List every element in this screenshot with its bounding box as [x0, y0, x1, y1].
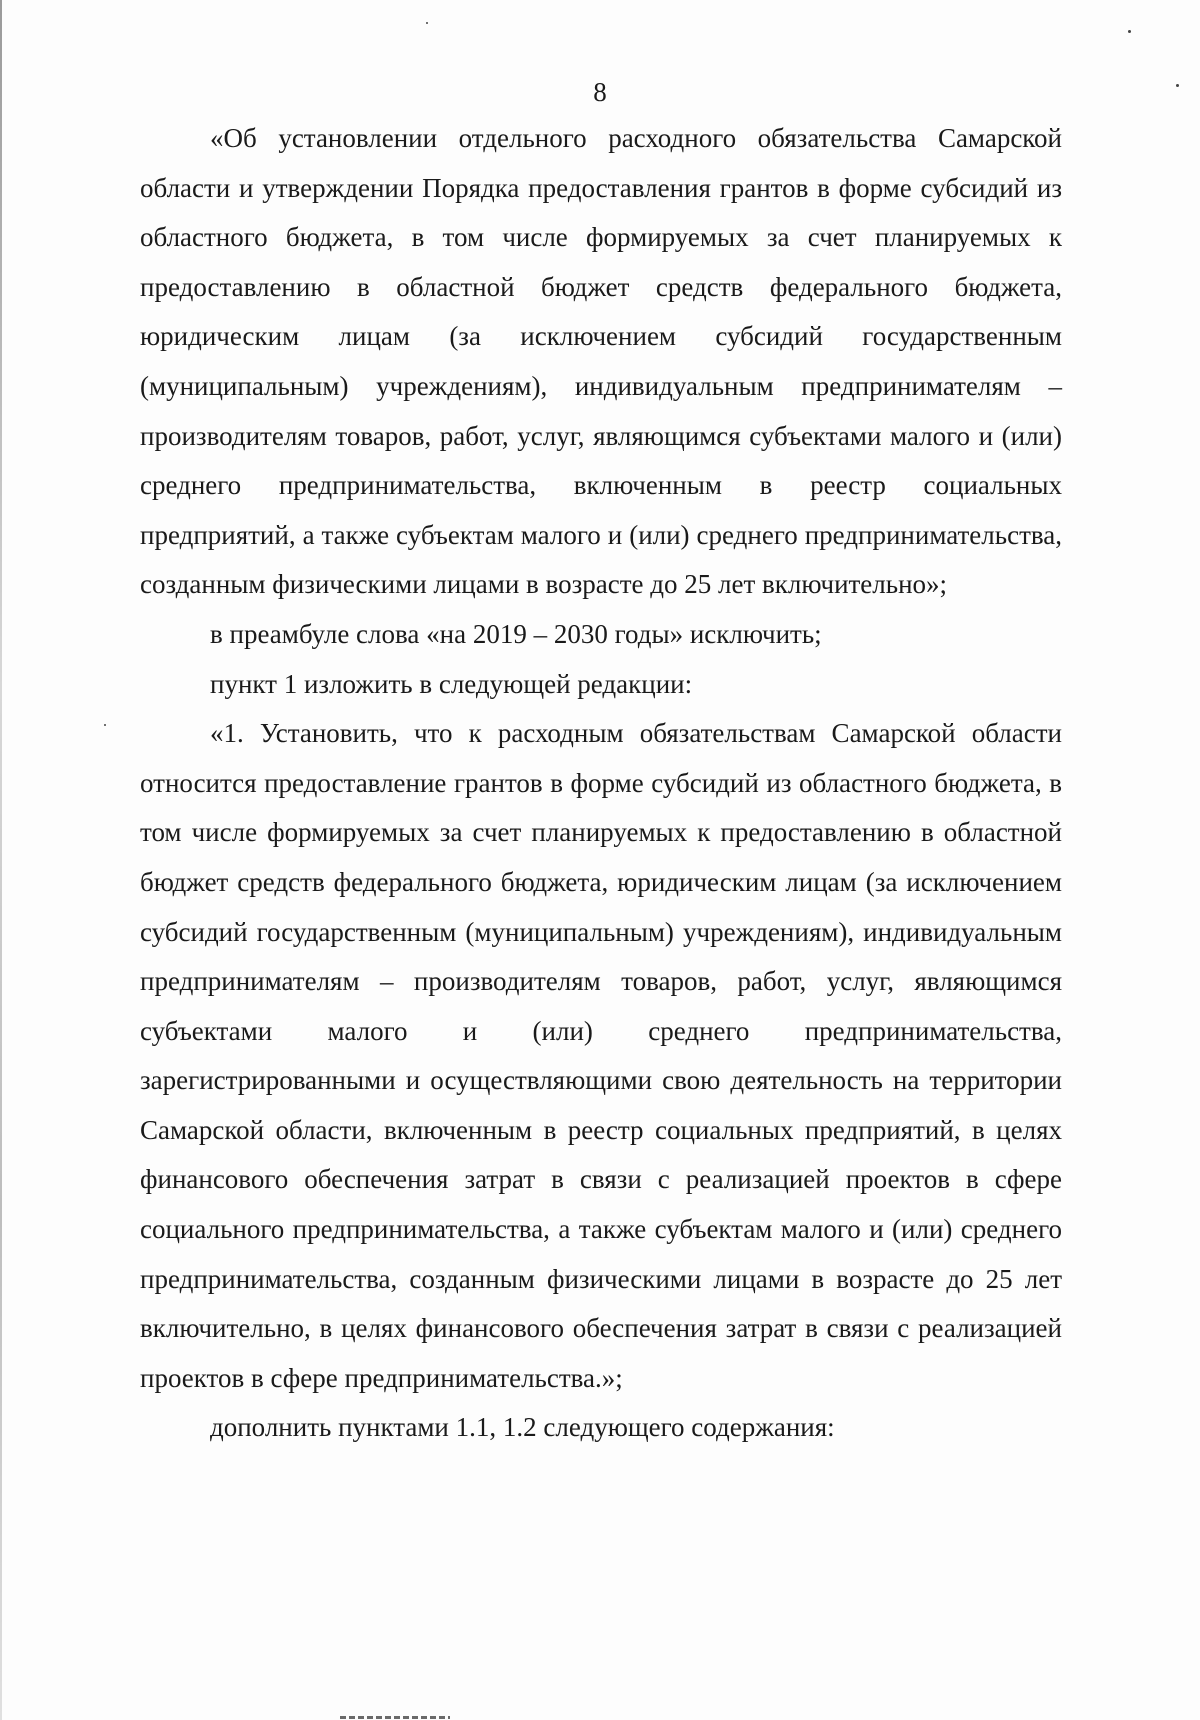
- paragraph-resolution-title: «Об установлении отдельного расходного обязательства Самарской области и утверждении Порядка предоставления грантов в форме субсидий из областного бюджета, в том числе формируемых за счет планируемых к предоставлению в областной бюджет средств федерального бюджета, юридическим лицам (за исключением субсидий государственным (муниципальным) учреждениям), индивидуальным предпринимателям – производителям товаров, работ, услуг, являющимся субъектами малого и (или) среднего предпринимательства, включенным в реестр социальных предприятий, а также субъектам малого и (или) среднего предпринимательства, созданным физическими лицами в возрасте до 25 лет включительно»;: [140, 123, 1062, 600]
- scan-speck: [1176, 84, 1179, 87]
- document-body: [140, 114, 1062, 1453]
- page-number: 8: [593, 77, 607, 107]
- scan-speck: [426, 22, 428, 24]
- paragraph-item1-text: «1. Установить, что к расходным обязательствам Самарской области относится предоставление грантов в форме субсидий из областного бюджета, в том числе формируемых за счет планируемых к предоставлению в областной бюджет средств федерального бюджета, юридическим лицам (за исключением субсидий государственным (муниципальным) учреждениям), индивидуальным предпринимателям – производителям товаров, работ, услуг, являющимся субъектами малого и (или) среднего предпринимательства, зарегистрированными и осуществляющими свою деятельность на территории Самарской области, включенным в реестр социальных предприятий, в целях финансового обеспечения затрат в связи с реализацией проектов в сфере социального предпринимательства, а также субъектам малого и (или) среднего предпринимательства, созданным физическими лицами в возрасте до 25 лет включительно, в целях финансового обеспечения затрат в связи с реализацией проектов в сфере предпринимательства.»;: [140, 718, 1062, 1393]
- scan-speck: [1128, 30, 1131, 33]
- paragraph-item1-intro: пункт 1 изложить в следующей редакции:: [210, 668, 693, 699]
- scan-bottom-mark: [340, 1716, 450, 1719]
- paragraph-add-items: дополнить пунктами 1.1, 1.2 следующего содержания:: [210, 1412, 835, 1443]
- paragraph-preamble-amendment: в преамбуле слова «на 2019 – 2030 годы» исключить;: [210, 618, 822, 649]
- scan-speck: [104, 724, 106, 726]
- scan-left-edge: [0, 0, 2, 1720]
